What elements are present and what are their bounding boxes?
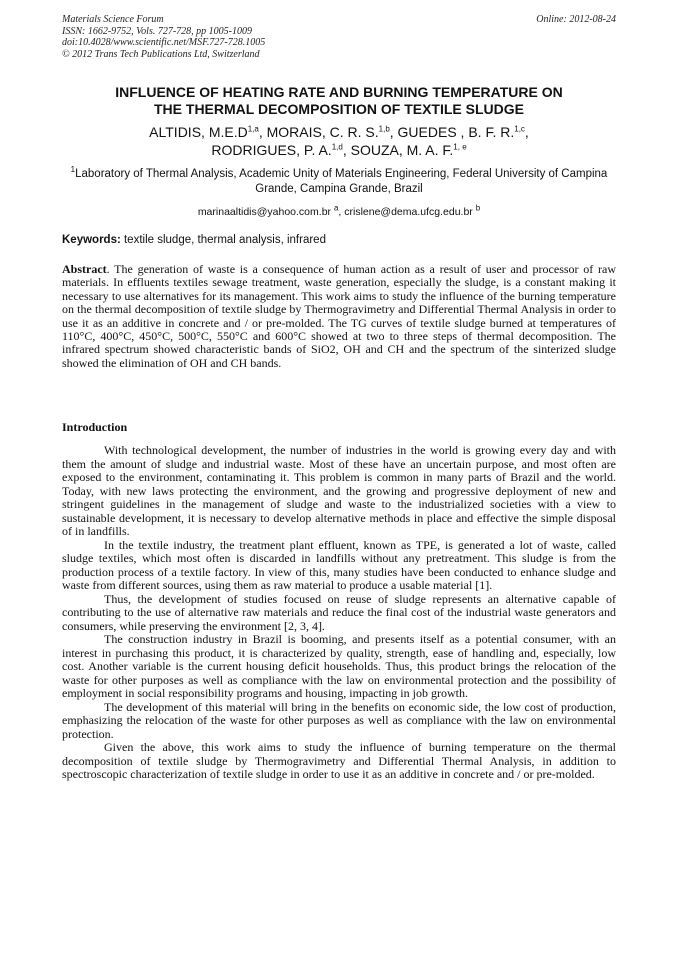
author-affil-sup: 1,c bbox=[514, 124, 525, 134]
keywords-text: textile sludge, thermal analysis, infrared bbox=[120, 234, 326, 246]
author-affil-sup: 1, e bbox=[453, 142, 467, 152]
author-affil-sup: 1,d bbox=[331, 142, 343, 152]
email-link[interactable]: marinaaltidis@yahoo.com.br bbox=[197, 206, 332, 218]
abstract bbox=[62, 263, 616, 370]
author-line-1 bbox=[62, 123, 616, 141]
issn-line: ISSN: 1662-9752, Vols. 727-728, pp 1005-1009 bbox=[62, 25, 252, 37]
keywords bbox=[62, 233, 616, 247]
affiliation bbox=[62, 167, 616, 197]
paragraph: The development of this material will bring in the benefits on economic side, the low cost of production, emphasizing the relocation of the waste for other purposes as well as compliance with the law on environmental protection. bbox=[62, 699, 616, 741]
email-sup: a bbox=[333, 203, 339, 213]
paragraph: The construction industry in Brazil is booming, and presents itself as a potential consumer, with an interest in purchasing this product, it is characterized by quality, strength, ease of handling and, especially, low cost. Another variable is the current housing deficit households. Thus, this product brings the relocation of the waste for other purposes as well as compliance with the law on environmental protection and the possibility of employment in social responsibility programs and housing, impacting in job growth. bbox=[62, 632, 616, 700]
author-name: SOUZA, M. A. F. bbox=[350, 142, 454, 158]
email-separator: , bbox=[338, 206, 345, 218]
doi-line: doi:10.4028/www.scientific.net/MSF.727-728.1005 bbox=[62, 37, 266, 48]
author-name: ALTIDIS, M.E.D bbox=[149, 124, 248, 140]
abstract-text: . The generation of waste is a consequence of human action as a result of user and processor of raw materials. In effluents textiles sewage treatment, waste generation, especially the sludge, is a constant making it necessary to use alternatives for its management. This work aims to study the influence of the burning temperature on the thermal decomposition of textile sludge by Thermogravimetry and Differential Thermal Analysis in order to use it as an additive in concrete and / or pre-molded. The TG curves of textile sludge burned at temperatures of 110°C, 400°C, 450°C, 500°C, 550°C and 600°C showed at two to three steps of thermal decomposition. The infrared spectrum showed characteristic bands of SiO2, OH and CH and the spectrum of the sinterized sludge showed the elimination of OH and CH bands. bbox=[62, 262, 616, 370]
affiliation-text: Laboratory of Thermal Analysis, Academic Unity of Materials Engineering, Federal University of Campina Grande, Campina Grande, Brazil bbox=[75, 168, 608, 195]
abstract-label: Abstract bbox=[62, 262, 107, 276]
author-line-2 bbox=[62, 141, 616, 159]
paper-title bbox=[62, 84, 616, 118]
author-name: RODRIGUES, P. A. bbox=[211, 142, 332, 158]
paragraph: Given the above, this work aims to study the influence of burning temperature on the thermal decomposition of textile sludge by Thermogravimetry and Differential Thermal Analysis, in addition to spectroscopic characterization of textile sludge in order to use it as an additive in concrete and / or pre-molded. bbox=[62, 740, 616, 781]
paragraph: In the textile industry, the treatment plant effluent, known as TPE, is generated a lot of waste, called sludge textiles, which most often is discarded in landfills without any pretreatment. This sludge is from the production process of a textile factory. In view of this, many studies have been conducted to enhance sludge and waste from different sources, using them as raw material to produce a usable material [1]. bbox=[62, 537, 616, 592]
author-name: MORAIS, C. R. S. bbox=[266, 124, 379, 140]
copyright-line: © 2012 Trans Tech Publications Ltd, Switzerland bbox=[62, 48, 260, 60]
author-affil-sup: 1,b bbox=[378, 124, 390, 134]
paragraph: With technological development, the number of industries in the world is growing every day and with them the amount of sludge and industrial waste. Most of these have an uncertain purpose, and most often are exposed to the environment, contaminating it. This problem is common in many parts of Brazil and the world. Today, with new laws protecting the environment, and the growing and progressive deployment of new and stringent guidelines in the management of sludge and waste to the industrialized societies with a view to sustainable development, it is necessary to develop alternative methods in place and effective the simple disposal of in landfills. bbox=[62, 443, 616, 538]
paragraph: Thus, the development of studies focused on reuse of sludge represents an alternative capable of contributing to the use of alternative raw materials and reduce the final cost of the industrial waste generators and consumers, while preserving the environment [2, 3, 4]. bbox=[62, 591, 616, 633]
title-line-2: THE THERMAL DECOMPOSITION OF TEXTILE SLUDGE bbox=[154, 101, 524, 117]
affiliation-sup: 1 bbox=[70, 165, 76, 175]
author-affil-sup: 1,a bbox=[247, 124, 259, 134]
email-link[interactable]: crislene@dema.ufcg.edu.br bbox=[344, 206, 473, 218]
journal-name: Materials Science Forum bbox=[62, 14, 164, 25]
email-sup: b bbox=[475, 203, 481, 213]
online-date: Online: 2012-08-24 bbox=[536, 14, 616, 25]
author-separator: , bbox=[524, 124, 529, 140]
author-emails bbox=[62, 203, 616, 219]
author-separator: , bbox=[258, 124, 267, 140]
keywords-label: Keywords: bbox=[62, 234, 121, 246]
title-line-1: INFLUENCE OF HEATING RATE AND BURNING TEMPERATURE ON bbox=[115, 84, 563, 100]
author-list bbox=[62, 123, 616, 159]
introduction-heading: Introduction bbox=[62, 420, 128, 434]
author-name: GUEDES , B. F. R. bbox=[397, 124, 515, 140]
author-separator: , bbox=[342, 142, 351, 158]
author-separator: , bbox=[389, 124, 398, 140]
journal-header bbox=[62, 14, 616, 60]
introduction-body bbox=[62, 444, 616, 782]
